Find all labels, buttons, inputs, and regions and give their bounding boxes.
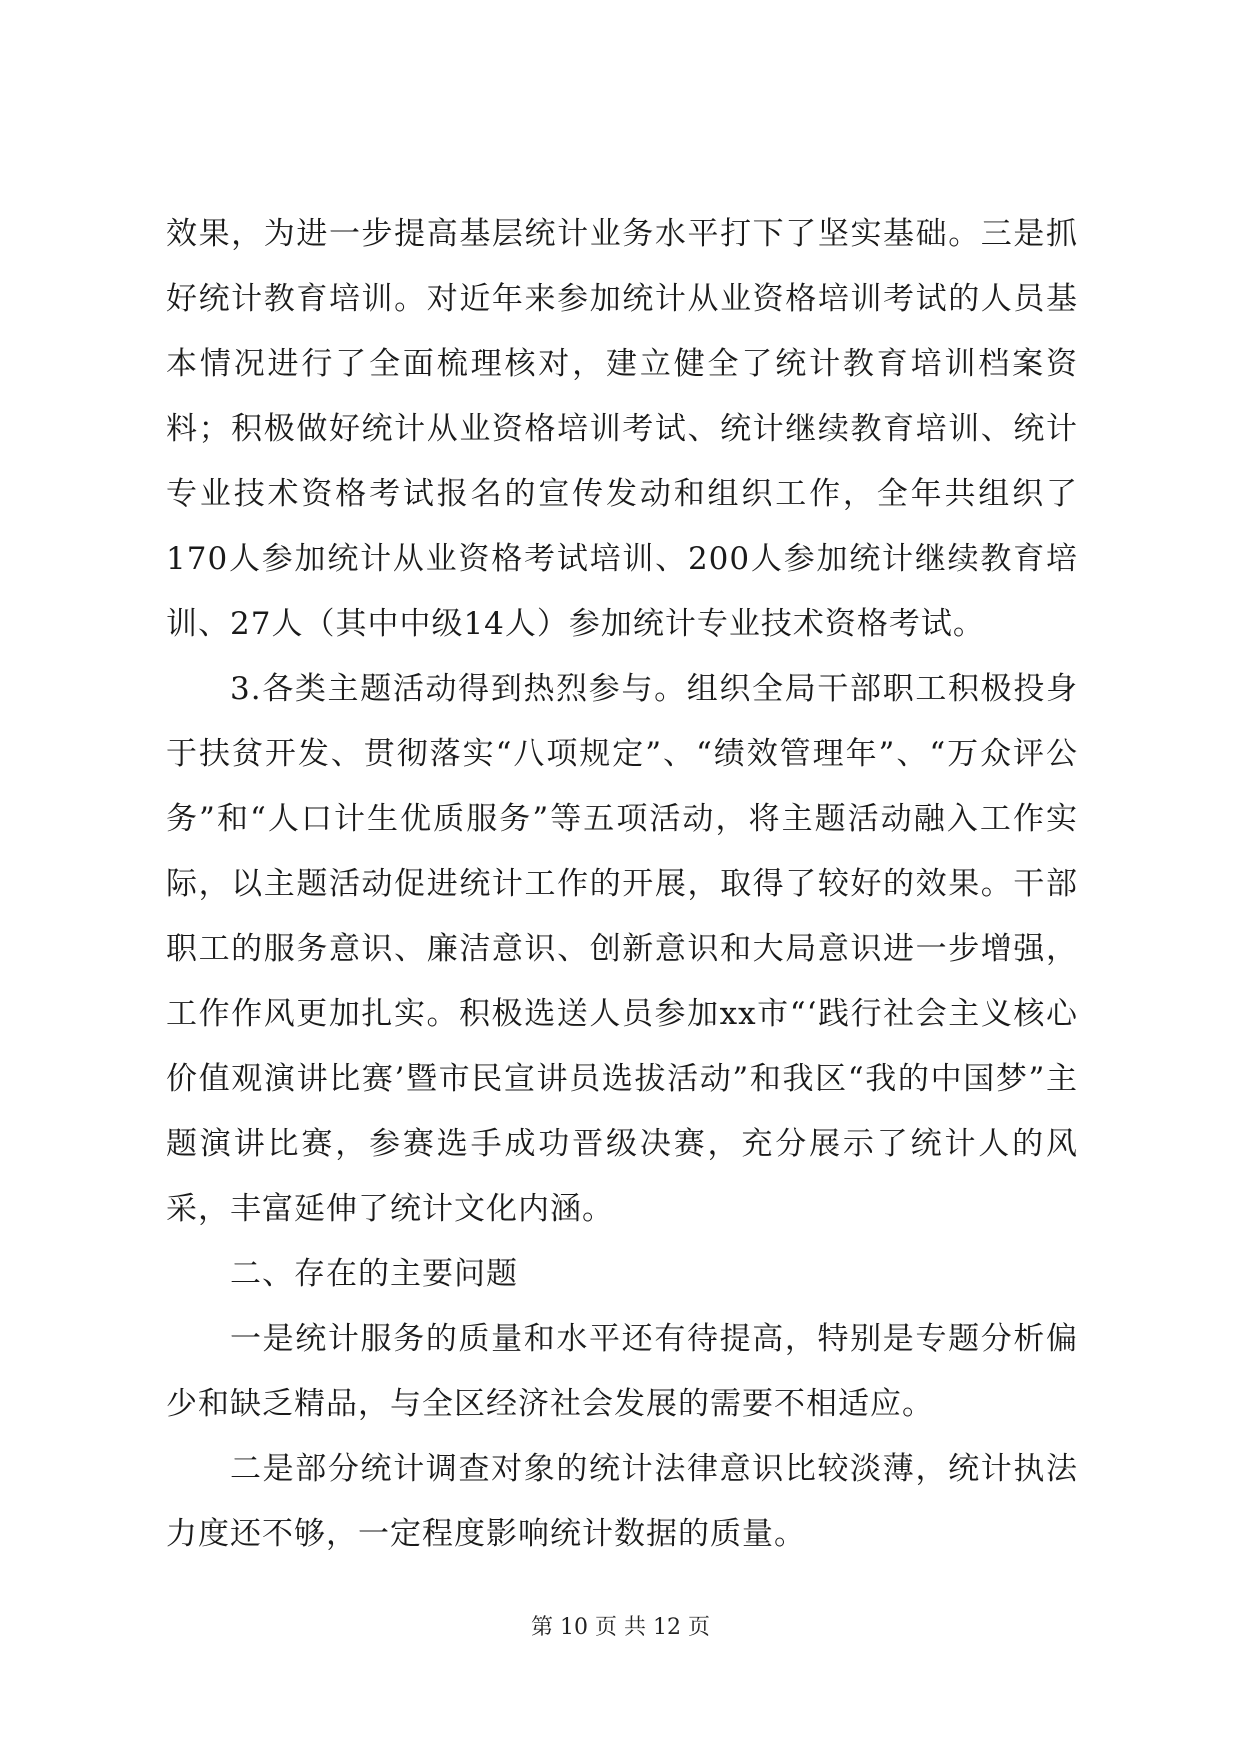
paragraph-problem-one: 一是统计服务的质量和水平还有待提高，特别是专题分析偏少和缺乏精品，与全区经济社会发展的需要不相适应。 — [166, 1321, 1078, 1422]
section-heading-problems: 二、存在的主要问题 — [230, 1256, 518, 1292]
document-body — [166, 202, 1078, 1567]
paragraph-theme-activities: 3.各类主题活动得到热烈参与。组织全局干部职工积极投身于扶贫开发、贯彻落实“八项规定”、“绩效管理年”、“万众评公务”和“人口计生优质服务”等五项活动，将主题活动融入工作实际，以主题活动促进统计工作的开展，取得了较好的效果。干部职工的服务意识、廉洁意识、创新意识和大局意识进一步增强，工作作风更加扎实。积极选送人员参加xx市“‘践行社会主义核心价值观演讲比赛’暨市民宣讲员选拔活动”和我区“我的中国梦”主题演讲比赛，参赛选手成功晋级决赛，充分展示了统计人的风采，丰富延伸了统计文化内涵。 — [166, 671, 1078, 1227]
paragraph-problem-two: 二是部分统计调查对象的统计法律意识比较淡薄，统计执法力度还不够，一定程度影响统计数据的质量。 — [166, 1451, 1078, 1552]
page-number-footer: 第 10 页 共 12 页 — [531, 1615, 710, 1640]
paragraph-continued: 效果，为进一步提高基层统计业务水平打下了坚实基础。三是抓好统计教育培训。对近年来参加统计从业资格培训考试的人员基本情况进行了全面梳理核对，建立健全了统计教育培训档案资料；积极做好统计从业资格培训考试、统计继续教育培训、统计专业技术资格考试报名的宣传发动和组织工作，全年共组织了170人参加统计从业资格考试培训、200人参加统计继续教育培训、27人（其中中级14人）参加统计专业技术资格考试。 — [166, 216, 1078, 642]
